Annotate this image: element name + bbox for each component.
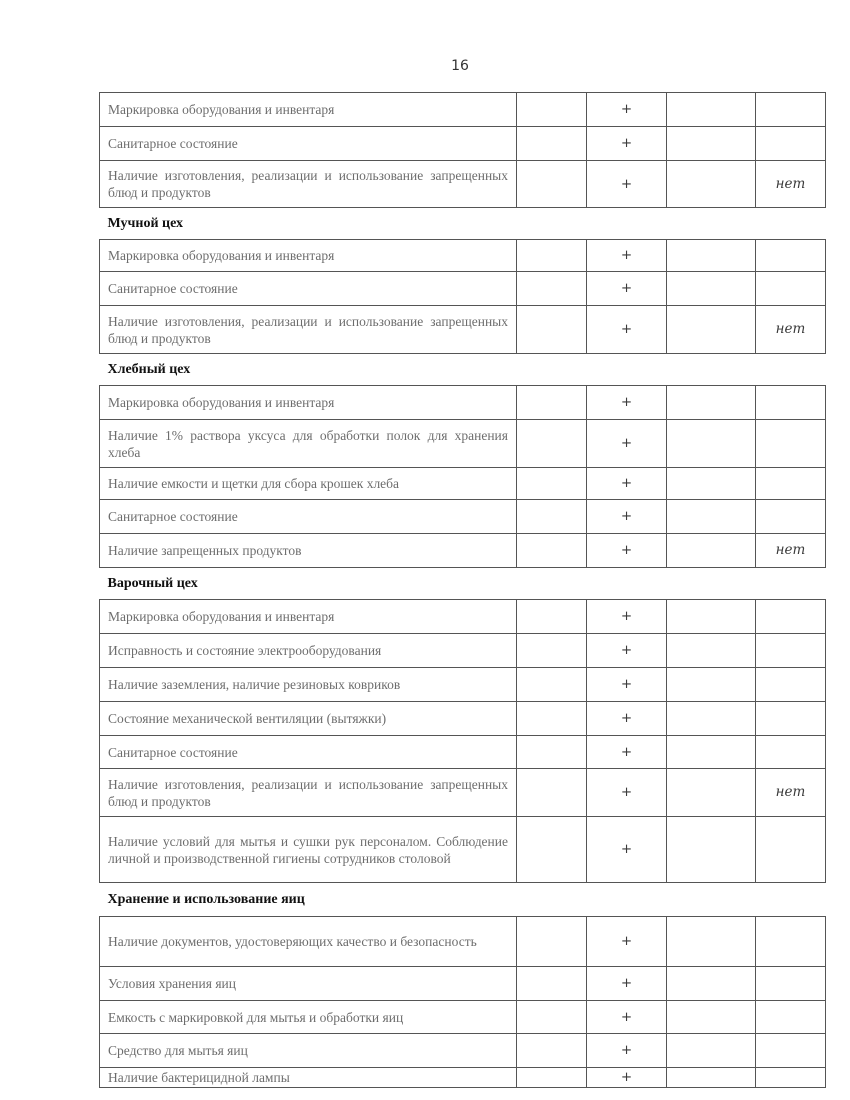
checklist-row	[100, 127, 826, 161]
empty-cell	[667, 634, 756, 668]
handwritten-note	[756, 817, 826, 883]
empty-cell	[517, 1068, 587, 1088]
checklist-item-text: Наличие 1% раствора уксуса для обработки полок для хранения хлеба	[100, 420, 517, 468]
checklist-row	[100, 93, 826, 127]
checklist-item-text: Наличие заземления, наличие резиновых ковриков	[100, 668, 517, 702]
checklist-item-text: Наличие изготовления, реализации и использование запрещенных блюд и продуктов	[100, 306, 517, 354]
checklist-row	[100, 967, 826, 1001]
handwritten-plus-mark: +	[587, 161, 667, 208]
empty-cell	[517, 161, 587, 208]
handwritten-plus-mark: +	[587, 420, 667, 468]
handwritten-plus-mark: +	[587, 1068, 667, 1088]
checklist-row	[100, 817, 826, 883]
checklist-row	[100, 769, 826, 817]
empty-cell	[517, 1001, 587, 1034]
handwritten-plus-mark: +	[587, 272, 667, 306]
checklist-item-text: Наличие бактерицидной лампы	[100, 1068, 517, 1088]
empty-cell	[667, 600, 756, 634]
section-title: Мучной цех	[100, 208, 826, 240]
empty-cell	[517, 500, 587, 534]
checklist-item-text: Санитарное состояние	[100, 127, 517, 161]
handwritten-plus-mark: +	[587, 127, 667, 161]
handwritten-plus-mark: +	[587, 500, 667, 534]
empty-cell	[517, 600, 587, 634]
empty-cell	[517, 817, 587, 883]
empty-cell	[517, 127, 587, 161]
checklist-row	[100, 306, 826, 354]
empty-cell	[667, 468, 756, 500]
empty-cell	[667, 240, 756, 272]
checklist-item-text: Наличие изготовления, реализации и использование запрещенных блюд и продуктов	[100, 769, 517, 817]
empty-cell	[667, 702, 756, 736]
empty-cell	[517, 468, 587, 500]
empty-cell	[667, 161, 756, 208]
empty-cell	[517, 917, 587, 967]
empty-cell	[667, 127, 756, 161]
handwritten-note: нет	[756, 769, 826, 817]
checklist-row	[100, 386, 826, 420]
checklist-item-text: Маркировка оборудования и инвентаря	[100, 93, 517, 127]
checklist-item-text: Наличие изготовления, реализации и использование запрещенных блюд и продуктов	[100, 161, 517, 208]
empty-cell	[667, 534, 756, 568]
empty-cell	[517, 534, 587, 568]
checklist-row	[100, 1034, 826, 1068]
section-header-row	[100, 568, 826, 600]
checklist-body	[100, 93, 826, 1088]
handwritten-note	[756, 240, 826, 272]
empty-cell	[517, 93, 587, 127]
checklist-item-text: Емкость с маркировкой для мытья и обработки яиц	[100, 1001, 517, 1034]
handwritten-note	[756, 967, 826, 1001]
checklist-row	[100, 600, 826, 634]
section-title: Хлебный цех	[100, 354, 826, 386]
checklist-row	[100, 272, 826, 306]
checklist-row	[100, 420, 826, 468]
empty-cell	[517, 736, 587, 769]
handwritten-note	[756, 127, 826, 161]
empty-cell	[667, 769, 756, 817]
handwritten-plus-mark: +	[587, 917, 667, 967]
handwritten-note	[756, 917, 826, 967]
checklist-row	[100, 702, 826, 736]
empty-cell	[667, 668, 756, 702]
handwritten-plus-mark: +	[587, 769, 667, 817]
handwritten-plus-mark: +	[587, 534, 667, 568]
checklist-item-text: Маркировка оборудования и инвентаря	[100, 240, 517, 272]
empty-cell	[667, 736, 756, 769]
checklist-row	[100, 468, 826, 500]
handwritten-plus-mark: +	[587, 817, 667, 883]
empty-cell	[517, 386, 587, 420]
handwritten-note	[756, 420, 826, 468]
handwritten-plus-mark: +	[587, 600, 667, 634]
handwritten-note	[756, 736, 826, 769]
checklist-row	[100, 240, 826, 272]
section-header-row	[100, 208, 826, 240]
empty-cell	[667, 1068, 756, 1088]
handwritten-note	[756, 468, 826, 500]
handwritten-note	[756, 500, 826, 534]
handwritten-plus-mark: +	[587, 668, 667, 702]
checklist-row	[100, 161, 826, 208]
empty-cell	[517, 702, 587, 736]
checklist-item-text: Состояние механической вентиляции (вытяжки)	[100, 702, 517, 736]
empty-cell	[517, 668, 587, 702]
empty-cell	[667, 306, 756, 354]
empty-cell	[517, 306, 587, 354]
checklist-item-text: Средство для мытья яиц	[100, 1034, 517, 1068]
empty-cell	[667, 420, 756, 468]
section-header-row	[100, 354, 826, 386]
section-title: Варочный цех	[100, 568, 826, 600]
handwritten-note	[756, 93, 826, 127]
empty-cell	[517, 240, 587, 272]
handwritten-plus-mark: +	[587, 93, 667, 127]
empty-cell	[667, 500, 756, 534]
checklist-item-text: Санитарное состояние	[100, 272, 517, 306]
empty-cell	[517, 769, 587, 817]
handwritten-note: нет	[756, 534, 826, 568]
empty-cell	[667, 967, 756, 1001]
handwritten-note	[756, 600, 826, 634]
checklist-row	[100, 917, 826, 967]
empty-cell	[517, 420, 587, 468]
handwritten-note	[756, 702, 826, 736]
empty-cell	[667, 386, 756, 420]
checklist-row	[100, 534, 826, 568]
empty-cell	[667, 1001, 756, 1034]
checklist-row	[100, 1068, 826, 1088]
handwritten-plus-mark: +	[587, 967, 667, 1001]
handwritten-plus-mark: +	[587, 468, 667, 500]
section-title: Хранение и использование яиц	[100, 883, 826, 917]
handwritten-note	[756, 272, 826, 306]
checklist-item-text: Наличие документов, удостоверяющих качество и безопасность	[100, 917, 517, 967]
empty-cell	[517, 272, 587, 306]
handwritten-plus-mark: +	[587, 1034, 667, 1068]
handwritten-plus-mark: +	[587, 1001, 667, 1034]
empty-cell	[667, 817, 756, 883]
section-header-row	[100, 883, 826, 917]
handwritten-note	[756, 668, 826, 702]
handwritten-note	[756, 1068, 826, 1088]
checklist-item-text: Наличие запрещенных продуктов	[100, 534, 517, 568]
checklist-item-text: Маркировка оборудования и инвентаря	[100, 600, 517, 634]
handwritten-note	[756, 1001, 826, 1034]
handwritten-note: нет	[756, 161, 826, 208]
handwritten-note	[756, 634, 826, 668]
empty-cell	[517, 967, 587, 1001]
checklist-row	[100, 668, 826, 702]
handwritten-plus-mark: +	[587, 386, 667, 420]
empty-cell	[667, 93, 756, 127]
empty-cell	[667, 1034, 756, 1068]
empty-cell	[517, 634, 587, 668]
checklist-item-text: Наличие емкости и щетки для сбора крошек хлеба	[100, 468, 517, 500]
handwritten-plus-mark: +	[587, 736, 667, 769]
checklist-item-text: Исправность и состояние электрооборудования	[100, 634, 517, 668]
handwritten-plus-mark: +	[587, 634, 667, 668]
checklist-item-text: Наличие условий для мытья и сушки рук персоналом. Соблюдение личной и производственной гигиены сотрудников столовой	[100, 817, 517, 883]
handwritten-plus-mark: +	[587, 306, 667, 354]
handwritten-note	[756, 386, 826, 420]
empty-cell	[667, 272, 756, 306]
checklist-row	[100, 500, 826, 534]
handwritten-plus-mark: +	[587, 702, 667, 736]
page-number: 16	[451, 58, 469, 74]
empty-cell	[667, 917, 756, 967]
empty-cell	[517, 1034, 587, 1068]
checklist-row	[100, 736, 826, 769]
checklist-item-text: Маркировка оборудования и инвентаря	[100, 386, 517, 420]
checklist-item-text: Санитарное состояние	[100, 500, 517, 534]
checklist-item-text: Санитарное состояние	[100, 736, 517, 769]
checklist-row	[100, 634, 826, 668]
handwritten-note: нет	[756, 306, 826, 354]
inspection-checklist-table	[99, 92, 826, 1088]
checklist-item-text: Условия хранения яиц	[100, 967, 517, 1001]
handwritten-note	[756, 1034, 826, 1068]
checklist-row	[100, 1001, 826, 1034]
handwritten-plus-mark: +	[587, 240, 667, 272]
